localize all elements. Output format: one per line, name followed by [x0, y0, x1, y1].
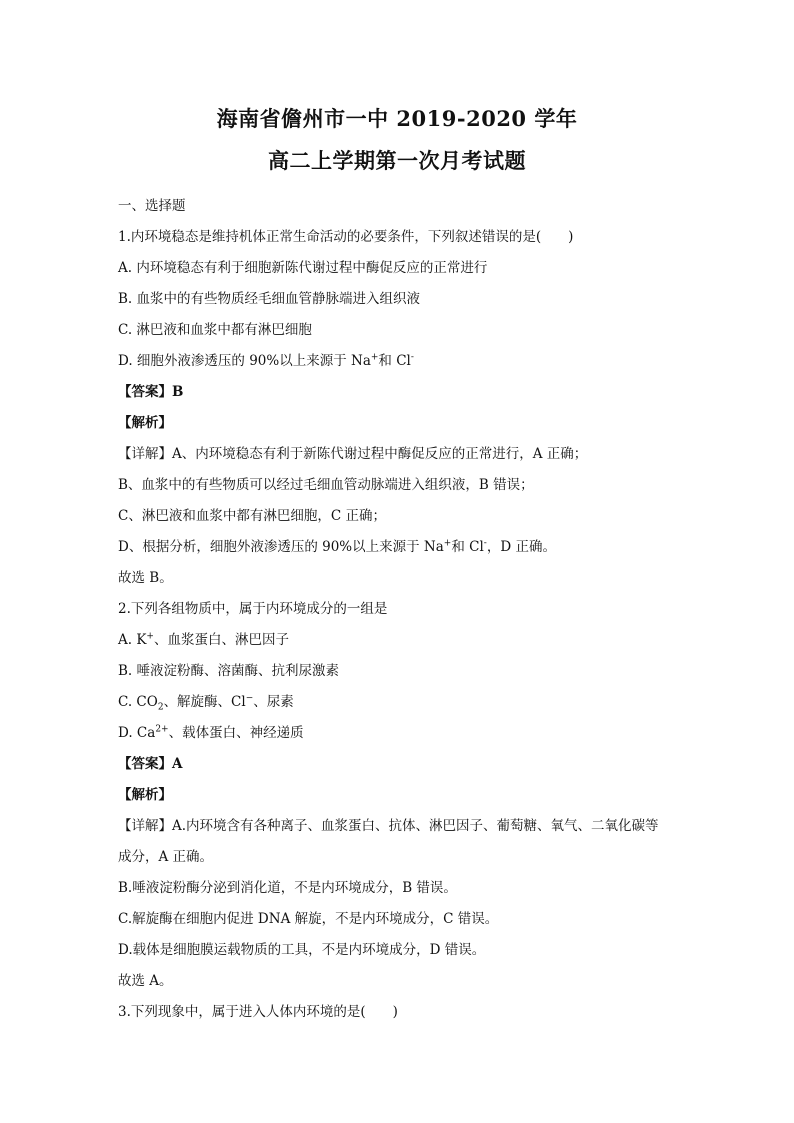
- q1-stem: 1.内环境稳态是维持机体正常生命活动的必要条件，下列叙述错误的是( ): [118, 229, 574, 245]
- q1-option-a: A. 内环境稳态有利于细胞新陈代谢过程中酶促反应的正常进行: [118, 260, 488, 276]
- section-heading: 一、选择题: [118, 198, 186, 214]
- q2-answer: 【答案】A: [118, 756, 183, 772]
- q1-detail-c: C、淋巴液和血浆中都有淋巴细胞，C 正确；: [118, 508, 386, 524]
- q1-detail-a: 【详解】A、内环境稳态有利于新陈代谢过程中酶促反应的正常进行，A 正确；: [118, 446, 588, 462]
- q2-option-d-sup: 2+: [155, 724, 169, 735]
- q2-option-b: B. 唾液淀粉酶、溶菌酶、抗利尿激素: [118, 663, 340, 679]
- q1-analysis-heading: 【解析】: [118, 415, 172, 431]
- q1-option-d-sup-1: +: [370, 352, 379, 363]
- q1-detail-d-post: ，D 正确。: [486, 539, 556, 555]
- q2-stem: 2.下列各组物质中，属于内环境成分的一组是: [118, 601, 388, 617]
- document-subtitle: 高二上学期第一次月考试题: [268, 148, 526, 173]
- q2-option-d: [118, 718, 676, 749]
- q2-option-a-text: A. K: [118, 632, 147, 648]
- document-title: 海南省儋州市一中 2019-2020 学年: [216, 106, 578, 131]
- q2-analysis-heading: 【解析】: [118, 787, 172, 803]
- q2-option-c-text: C. CO: [118, 694, 158, 710]
- q1-answer: 【答案】B: [118, 384, 184, 400]
- q1-option-c: C. 淋巴液和血浆中都有淋巴细胞: [118, 322, 312, 338]
- q2-detail-a-line1: 【详解】A.内环境含有各种离子、血浆蛋白、抗体、淋巴因子、葡萄糖、氧气、二氧化碳等: [118, 818, 659, 834]
- q2-option-a: [118, 625, 676, 656]
- q2-detail-d: D.载体是细胞膜运载物质的工具，不是内环境成分，D 错误。: [118, 942, 486, 958]
- q1-detail-b: B、血浆中的有些物质可以经过毛细血管动脉端进入组织液，B 错误；: [118, 477, 534, 493]
- q2-option-d-post: 、载体蛋白、神经递质: [168, 725, 304, 741]
- q2-detail-c: C.解旋酶在细胞内促进 DNA 解旋，不是内环境成分，C 错误。: [118, 911, 499, 927]
- q2-detail-b: B.唾液淀粉酶分泌到消化道，不是内环境成分，B 错误。: [118, 880, 457, 896]
- q2-option-c-sub: 2: [157, 702, 164, 713]
- q2-option-a-post: 、血浆蛋白、淋巴因子: [153, 632, 289, 648]
- q3-stem: 3.下列现象中，属于进入人体内环境的是( ): [118, 1004, 398, 1020]
- q2-option-c-sup: −: [245, 693, 254, 704]
- q2-option-c-mid: 、解旋酶、Cl: [163, 694, 246, 710]
- q2-option-c: [118, 687, 676, 718]
- q2-detail-a-line2: 成分，A 正确。: [118, 849, 214, 865]
- q1-detail-d: [118, 532, 676, 563]
- q1-detail-d-mid: 和 Cl: [451, 539, 484, 555]
- q1-detail-d-sup-2: -: [483, 538, 487, 549]
- q1-conclusion: 故选 B。: [118, 570, 173, 586]
- q1-detail-d-text: D、根据分析，细胞外液渗透压的 90%以上来源于 Na: [118, 539, 444, 555]
- q2-conclusion: 故选 A。: [118, 973, 173, 989]
- q2-option-c-post: 、尿素: [253, 694, 294, 710]
- q1-option-d: [118, 346, 676, 377]
- q1-option-b: B. 血浆中的有些物质经毛细血管静脉端进入组织液: [118, 291, 421, 307]
- q2-option-d-text: D. Ca: [118, 725, 156, 741]
- q1-detail-d-sup-1: +: [443, 538, 452, 549]
- q2-option-a-sup: +: [146, 631, 154, 642]
- q1-option-d-sup-2: -: [410, 352, 414, 363]
- q1-option-d-mid: 和 Cl: [378, 353, 411, 369]
- q1-option-d-text: D. 细胞外液渗透压的 90%以上来源于 Na: [118, 353, 371, 369]
